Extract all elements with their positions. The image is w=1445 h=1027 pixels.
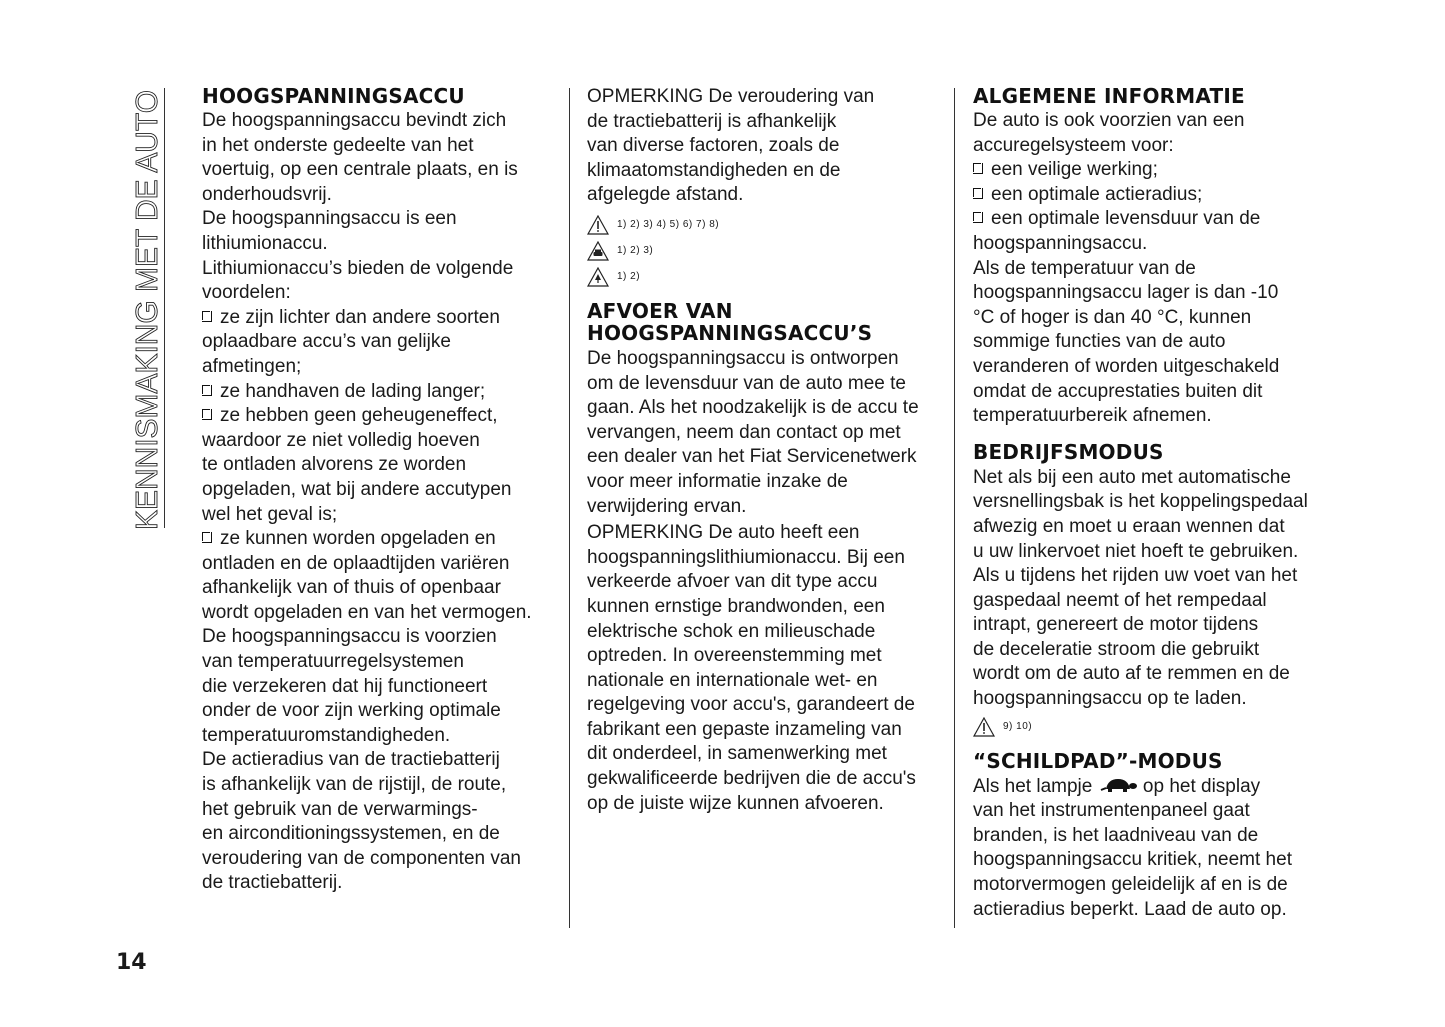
warning-references: 1) 2) 3) 4) 5) 6) 7) 8) (587, 212, 947, 238)
bullet-item: ze zijn lichter dan andere soorten oplaadbare accu’s van gelijke afmetingen; (202, 306, 500, 377)
environment-references: 1) 2) (587, 264, 947, 290)
column-3 (973, 85, 1333, 922)
paragraph: De hoogspanningsaccu is ontworpen om de levensduur van de auto mee te gaan. Als het noodzakelijk is de accu te vervangen, neem dan contact op met een dealer van het Fiat Servicenetwerk voor meer informatie inzake de verwijdering ervan. (587, 347, 919, 517)
chapter-title-text: KENNISMAKING MET DE AUTO (129, 85, 164, 530)
column-1 (202, 85, 552, 896)
car-damage-icon (587, 241, 609, 261)
note-paragraph: OPMERKING De auto heeft een hoogspanningslithiumionaccu. Bij een verkeerde afvoer van dit type accu kunnen ernstige brandwonden, een elektrische schok en milieuschade optreden. In overeenstemming met nationale en internationale wet- en regelgeving voor accu's, garandeert de fabrikant een gepaste inzameling van dit onderdeel, in samenwerking met gekwalificeerde bedrijven die de accu's op de juiste wijze kunnen afvoeren. (587, 522, 916, 814)
paragraph: Net als bij een auto met automatische versnellingsbak is het koppelingspedaal afwezig en moet u eraan wennen dat u uw linkervoet niet hoeft te gebruiken. Als u tijdens het rijden uw voet van het gaspedaal neemt of het rempedaal intrapt, genereert de motor tijdens de deceleratie stroom die gebruikt wordt om de auto af te remmen en de hoogspanningsaccu op te laden. (973, 466, 1308, 710)
note-paragraph: OPMERKING De veroudering van de tractiebatterij is afhankelijk van diverse factoren, zoals de klimaatomstandigheden en de afgelegde afstand. (587, 86, 875, 206)
page-number: 14 (116, 950, 147, 975)
paragraph: Als het lampje op het display van het instrumentenpaneel gaat branden, is het laadniveau van de hoogspanningsaccu kritiek, neemt het motorvermogen geleidelijk af en is de actieradius beperkt. Laad de auto op. (973, 775, 1292, 920)
paragraph: Als de temperatuur van de hoogspanningsaccu lager is dan -10 °C of hoger is dan 40 °C, kunnen sommige functies van de auto veranderen of worden uitgeschakeld omdat de accuprestaties buiten dit temperatuurbereik afnemen. (973, 257, 1280, 427)
paragraph: De auto is ook voorzien van een accuregelsysteem voor: (973, 110, 1245, 156)
warning-references: 9) 10) (973, 714, 1333, 740)
environment-icon (587, 267, 609, 287)
heading-afvoer: AFVOER VAN HOOGSPANNINGSACCU’S (587, 298, 873, 345)
bullet-item: ze hebben geen geheugeneffect, waardoor ze niet volledig hoeven te ontladen alvorens ze worden opgeladen, wat bij andere accutypen wel het geval is; (202, 405, 512, 525)
bullet-icon (202, 409, 214, 422)
bullet-icon (202, 385, 214, 398)
bullet-item: een veilige werking; (973, 158, 1333, 183)
warning-triangle-icon (973, 717, 995, 737)
heading-bedrijfsmodus: BEDRIJFSMODUS (973, 439, 1164, 464)
paragraph: Lithiumionaccu’s bieden de volgende voordelen: (202, 257, 514, 304)
car-damage-references: 1) 2) 3) (587, 238, 947, 264)
chapter-side-title (125, 85, 165, 535)
paragraph: De actieradius van de tractiebatterij is afhankelijk van de rijstijl, de route, het gebruik van de verwarmings- en airconditioningssystemen, en de veroudering van de componenten van de tractiebatterij. (202, 749, 522, 894)
paragraph: De hoogspanningsaccu bevindt zich in het onderste gedeelte van het voertuig, op een centrale plaats, en is onderhoudsvrij. (202, 110, 518, 205)
paragraph: De hoogspanningsaccu is voorzien van temperatuurregelsystemen die verzekeren dat hij functioneert onder de voor zijn werking optimale temperatuuromstandigheden. (202, 626, 501, 746)
heading-hoogspanningsaccu: HOOGSPANNINGSACCU (202, 84, 465, 108)
column-2 (587, 85, 947, 816)
bullet-icon (973, 212, 985, 225)
paragraph: De hoogspanningsaccu is een lithiumionaccu. (202, 208, 457, 254)
heading-schildpad-modus: “SCHILDPAD”-MODUS (973, 748, 1223, 773)
column-divider-2 (954, 88, 955, 928)
bullet-item: een optimale actieradius; (973, 183, 1333, 208)
bullet-icon (973, 188, 985, 201)
bullet-icon (973, 163, 985, 176)
warning-triangle-icon (587, 215, 609, 235)
bullet-item: ze handhaven de lading langer; (202, 380, 552, 405)
bullet-item: ze kunnen worden opgeladen en ontladen en de oplaadtijden variëren afhankelijk van of thuis of openbaar wordt opgeladen en van het vermogen. (202, 528, 532, 623)
heading-algemene-informatie: ALGEMENE INFORMATIE (973, 84, 1245, 108)
side-divider (164, 88, 165, 528)
turtle-icon (1098, 777, 1138, 793)
bullet-icon (202, 311, 214, 324)
bullet-item: een optimale levensduur van de hoogspanningsaccu. (973, 208, 1261, 254)
column-divider-1 (569, 88, 570, 928)
bullet-icon (202, 532, 214, 545)
